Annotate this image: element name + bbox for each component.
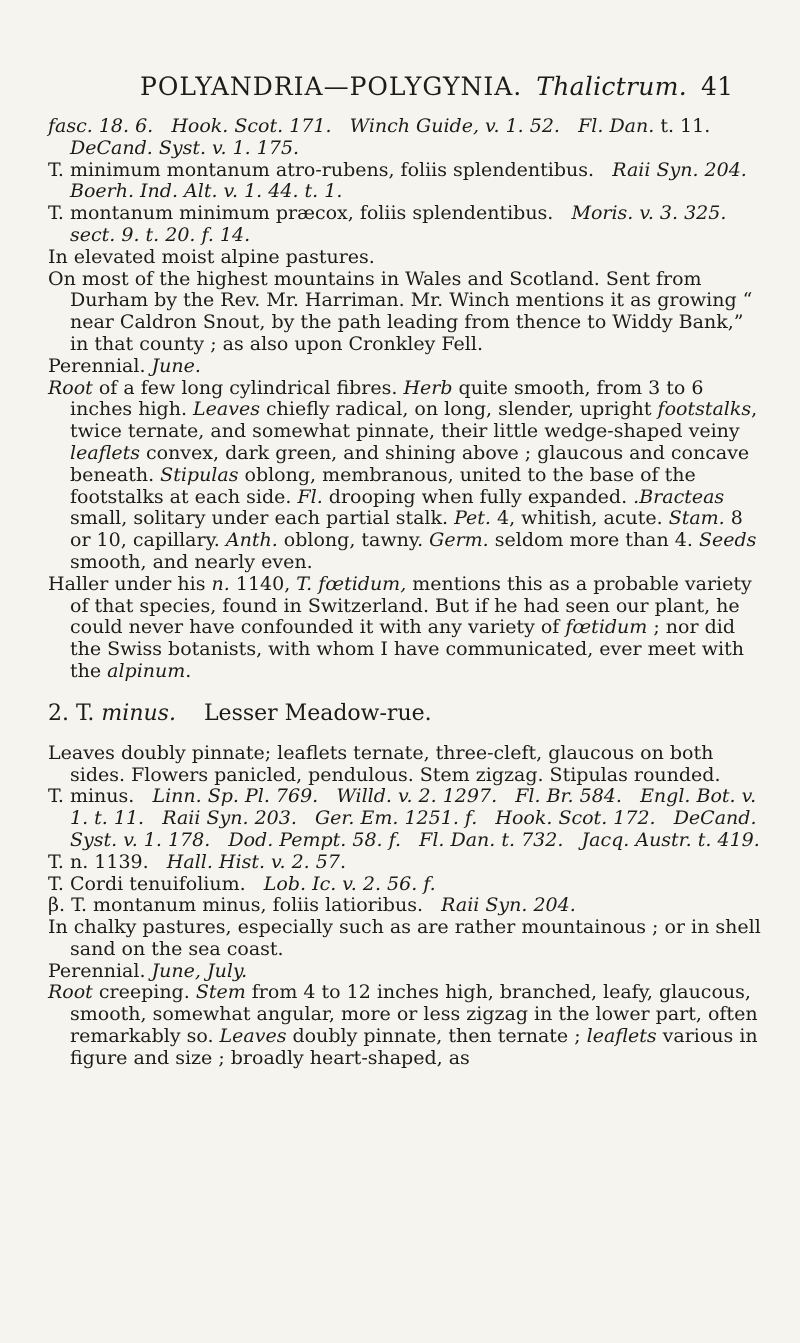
duration-label: Perennial. [48,959,146,982]
running-header [140,72,760,101]
description-1: Root of a few long cylindrical fibres. Herb quite smooth, from 3 to 6 inches high. Leaves chiefly radical, on long, slender, upright footstalks, twice ternate, and somewhat pinnate, their little wedge-shaped veiny leaflets convex, dark green, and shining above ; glaucous and concave beneath. Stipulas oblong, membranous, united to the base of the footstalks at each side. Fl. drooping when fully expanded. .Bracteas small, solitary under each partial stalk. Pet. 4, whitish, acute. Stam. 8 or 10, capillary. Anth. oblong, tawny. Germ. seldom more than 4. Seeds smooth, and nearly even. [48,376,758,573]
duration-label: Perennial. [48,354,146,377]
synonym-2 [48,203,764,247]
ref-winch-guide: Winch Guide, v. 1. 52. [349,115,560,137]
ref-decand-syst: DeCand. Syst. v. 1. 175. [70,136,300,159]
ref-fasc: fasc. 18. 6. [48,115,154,137]
ref-moris: Moris. v. 3. 325. sect. 9. t. 20. f. 14. [70,202,727,246]
duration-2 [48,961,764,983]
header-title: POLYANDRIA—POLYGYNIA. [140,72,523,101]
flowering-month: June, July. [151,959,248,982]
ref-fl-dan: Fl. Dan. [578,115,655,137]
locality-1: On most of the highest mountains in Wales and Scotland. Sent from Durham by the Rev. Mr. Harriman. Mr. Winch mentions it as growing “ near Caldron Snout, by the path leading from thence to Widdy Bank,” in that county ; as also upon Cronkley Fell. [48,267,753,355]
variety-beta: β. T. montanum minus, foliis latioribus. Raii Syn. 204. [48,894,576,917]
ref-raii-syn: Raii Syn. 204. [612,158,747,181]
habitat-2: In chalky pastures, especially such as are rather mountainous ; or in shell sand on the sea coast. [48,916,761,960]
synonym-name: T. montanum minimum præcox, foliis splendentibus. [48,202,554,225]
synonym-name: T. minimum montanum atro-rubens, foliis splendentibus. [48,158,595,181]
references-block-4: T. Cordi tenuifolium. Lob. Ic. v. 2. 56. f. [48,872,436,895]
references-block-1 [48,116,764,160]
haller-note: Haller under his n. 1140, T. fœtidum, mentions this as a probable variety of that species, found in Switzerland. But if he had seen our plant, he could never have confounded it with any variety of fœtidum ; nor did the Swiss botanists, with whom I have communicated, ever meet with the alpinum. [48,572,752,682]
ref-boerh-ind: Boerh. Ind. Alt. v. 1. 44. t. 1. [70,180,343,203]
description-2: Root creeping. Stem from 4 to 12 inches high, branched, leafy, glaucous, smooth, somewhat angular, more or less zigzag in the lower part, often remarkably so. Leaves doubly pinnate, then ternate ; leaflets various in figure and size ; broadly heart-shaped, as [48,981,758,1069]
references-block-3: T. n. 1139. Hall. Hist. v. 2. 57. [48,850,346,873]
header-genus: Thalictrum. [536,72,687,101]
flowering-month: June. [151,354,201,377]
species-name: minus. [101,700,176,726]
diagnosis-2: Leaves doubly pinnate; leaflets ternate, three-cleft, glaucous on both sides. Flowers panicled, pendulous. Stem zigzag. Stipulas rounded. [48,741,721,786]
species-heading-2 [48,701,764,727]
page-number: 41 [700,72,734,101]
common-name: Lesser Meadow-rue. [203,700,432,726]
species-number: 2. T. [48,700,95,726]
duration-1 [48,356,764,378]
habitat-1: In elevated moist alpine pastures. [48,245,375,268]
references-block-2: T. minus. Linn. Sp. Pl. 769. Willd. v. 2. 1297. Fl. Br. 584. Engl. Bot. v. 1. t. 11. Raii Syn. 203. Ger. Em. 1251. f. Hook. Scot. 172. DeCand. Syst. v. 1. 178. Dod. Pempt. 58. f. Fl. Dan. t. 732. Jacq. Austr. t. 419. [48,785,760,851]
ref-fl-dan-table: t. 11. [660,115,711,137]
synonym-1 [48,160,764,204]
ref-hook-scot: Hook. Scot. 171. [171,115,332,137]
page-body [48,116,764,1070]
